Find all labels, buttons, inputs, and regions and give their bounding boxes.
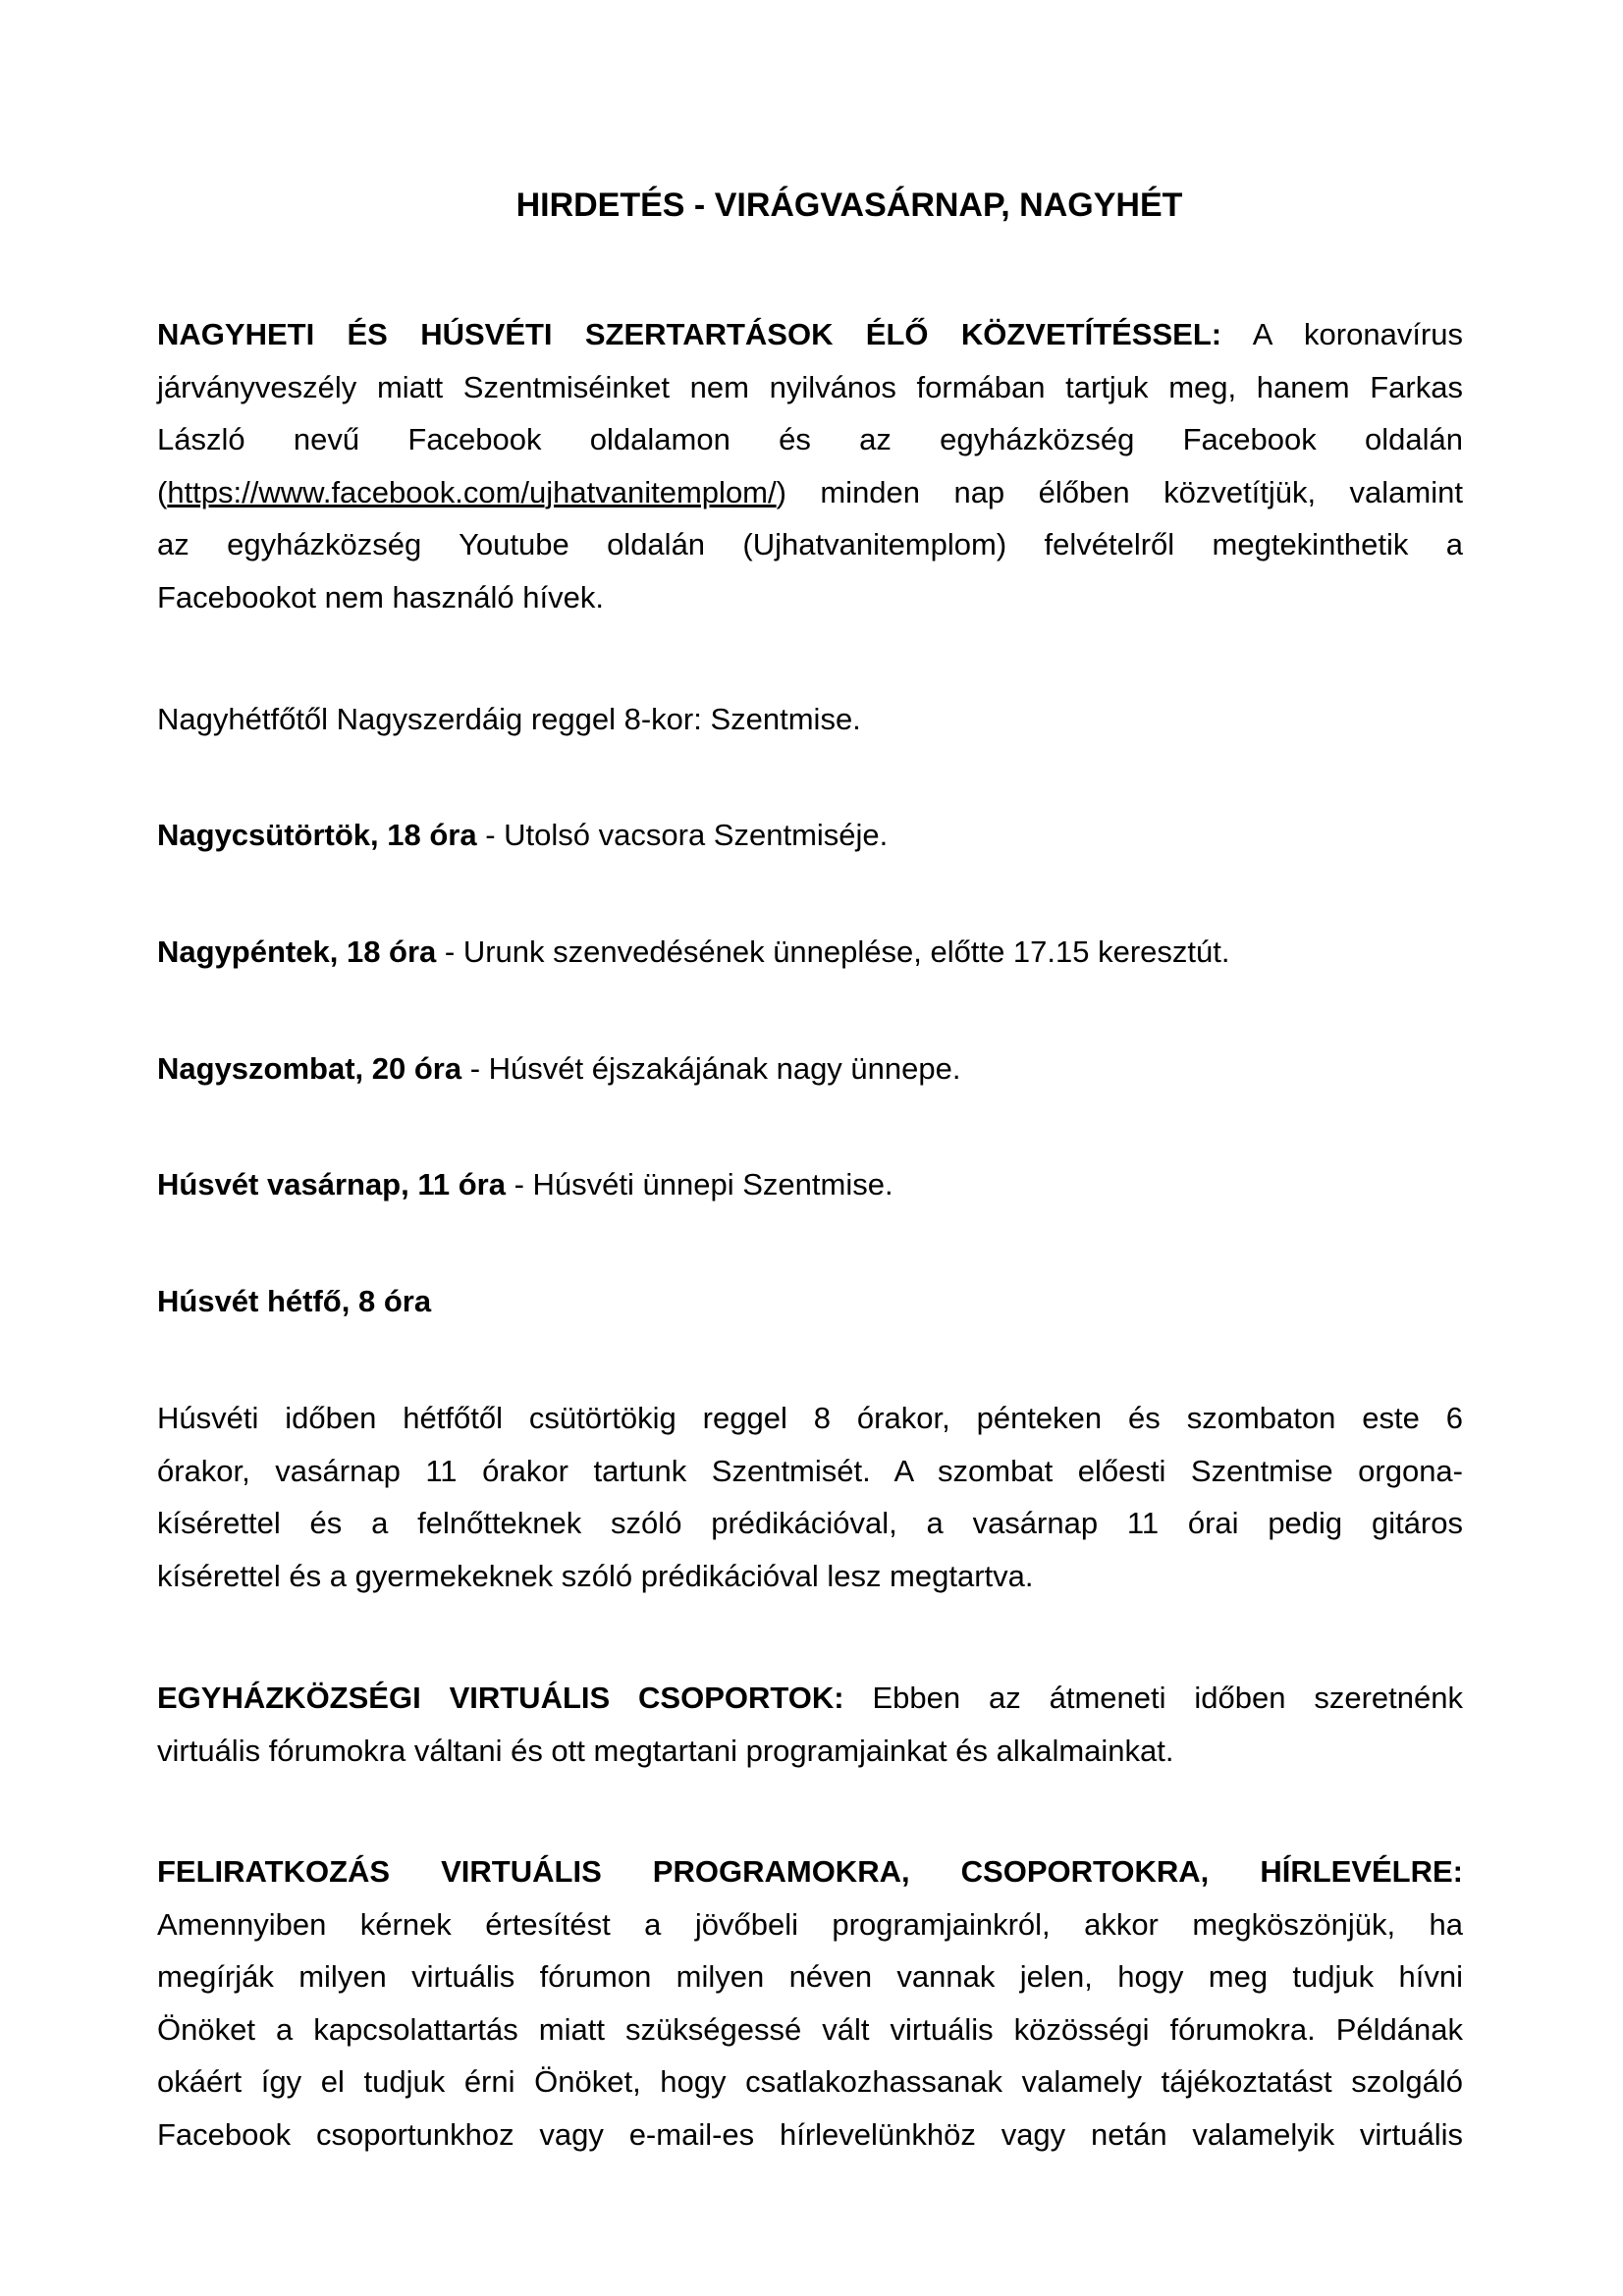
subscription-paragraph: [157, 1845, 1463, 2161]
easter-line-2: órakor, vasárnap 11 órakor tartunk Szentmisét. A szombat előesti Szentmise orgona-: [157, 1453, 1463, 1488]
schedule-desc: - Utolsó vacsora Szentmiséje.: [476, 818, 889, 852]
virtual-line-1: EGYHÁZKÖZSÉGI VIRTUÁLIS CSOPORTOK: Ebben az átmeneti időben szeretnénk: [157, 1681, 1463, 1715]
schedule-day: Nagyszombat, 20 óra: [157, 1051, 462, 1086]
schedule-day: Nagycsütörtök, 18 óra: [157, 818, 477, 852]
subscription-line-5: okáért így el tudjuk érni Önöket, hogy csatlakozhassanak valamely tájékoztatást szolgáló: [157, 2064, 1463, 2099]
broadcast-line-5: az egyházközség Youtube oldalán (Ujhatvanitemplom) felvételről megtekinthetik a: [157, 527, 1463, 561]
virtual-groups-paragraph: [157, 1672, 1463, 1777]
schedule-day: Nagypéntek, 18 óra: [157, 934, 437, 969]
schedule-desc: - Urunk szenvedésének ünneplése, előtte 17.15 keresztút.: [436, 934, 1230, 969]
easter-line-4: kísérettel és a gyermekeknek szóló prédikációval lesz megtartva.: [157, 1558, 1034, 1593]
subscription-line-3: megírják milyen virtuális fórumon milyen néven vannak jelen, hogy meg tudjuk hívni: [157, 1959, 1463, 1994]
facebook-link[interactable]: https://www.facebook.com/ujhatvanitemplom/: [167, 474, 777, 509]
page-title: HIRDETÉS - VIRÁGVASÁRNAP, NAGYHÉT: [515, 187, 1183, 224]
broadcast-heading: NAGYHETI ÉS HÚSVÉTI SZERTARTÁSOK ÉLŐ KÖZVETÍTÉSSEL:: [157, 317, 1222, 351]
virtual-line-2: virtuális fórumokra váltani és ott megtartani programjainkat és alkalmainkat.: [157, 1733, 1174, 1768]
virtual-groups-heading: EGYHÁZKÖZSÉGI VIRTUÁLIS CSOPORTOK:: [157, 1681, 844, 1715]
broadcast-line-4: (https://www.facebook.com/ujhatvanitemplom/) minden nap élőben közvetítjük, valamint: [157, 474, 1463, 509]
broadcast-line-1: NAGYHETI ÉS HÚSVÉTI SZERTARTÁSOK ÉLŐ KÖZVETÍTÉSSEL: A koronavírus: [157, 317, 1463, 351]
schedule-desc: - Húsvét éjszakájának nagy ünnepe.: [461, 1051, 961, 1086]
schedule-item-sunday: [157, 1158, 1463, 1211]
schedule-item-saturday: [157, 1042, 1463, 1095]
easter-line-1: Húsvéti időben hétfőtől csütörtökig reggel 8 órakor, pénteken és szombaton este 6: [157, 1401, 1463, 1435]
schedule-day: Húsvét vasárnap, 11 óra: [157, 1167, 506, 1201]
schedule-day: Húsvét hétfő, 8 óra: [157, 1284, 432, 1318]
easter-line-3: kísérettel és a felnőtteknek szóló prédikációval, a vasárnap 11 órai pedig gitáros: [157, 1506, 1463, 1540]
subscription-heading: FELIRATKOZÁS VIRTUÁLIS PROGRAMOKRA, CSOPORTOKRA, HÍRLEVÉLRE:: [157, 1854, 1463, 1889]
schedule-item-monday: [157, 1275, 1463, 1328]
broadcast-paragraph: [157, 308, 1463, 623]
easter-time-paragraph: [157, 1392, 1463, 1602]
broadcast-line-6: Facebookot nem használó hívek.: [157, 579, 604, 614]
broadcast-line-2: járványveszély miatt Szentmiséinket nem nyilvános formában tartjuk meg, hanem Farkas: [157, 369, 1463, 404]
subscription-line-6: Facebook csoportunkhoz vagy e-mail-es hírlevelünkhöz vagy netán valamelyik virtuális: [157, 2116, 1463, 2152]
schedule-desc: - Húsvéti ünnepi Szentmise.: [505, 1167, 893, 1201]
schedule-item-thursday: [157, 809, 1463, 862]
weekday-masses: Nagyhétfőtől Nagyszerdáig reggel 8-kor: Szentmise.: [157, 702, 861, 736]
subscription-line-2: Amennyiben kérnek értesítést a jövőbeli programjainkról, akkor megköszönjük, ha: [157, 1906, 1463, 1942]
subscription-line-4: Önöket a kapcsolattartás miatt szükségessé vált virtuális közösségi fórumokra. Példának: [157, 2011, 1463, 2047]
broadcast-line-3: László nevű Facebook oldalamon és az egyházközség Facebook oldalán: [157, 422, 1463, 456]
schedule-item-friday: [157, 926, 1463, 979]
